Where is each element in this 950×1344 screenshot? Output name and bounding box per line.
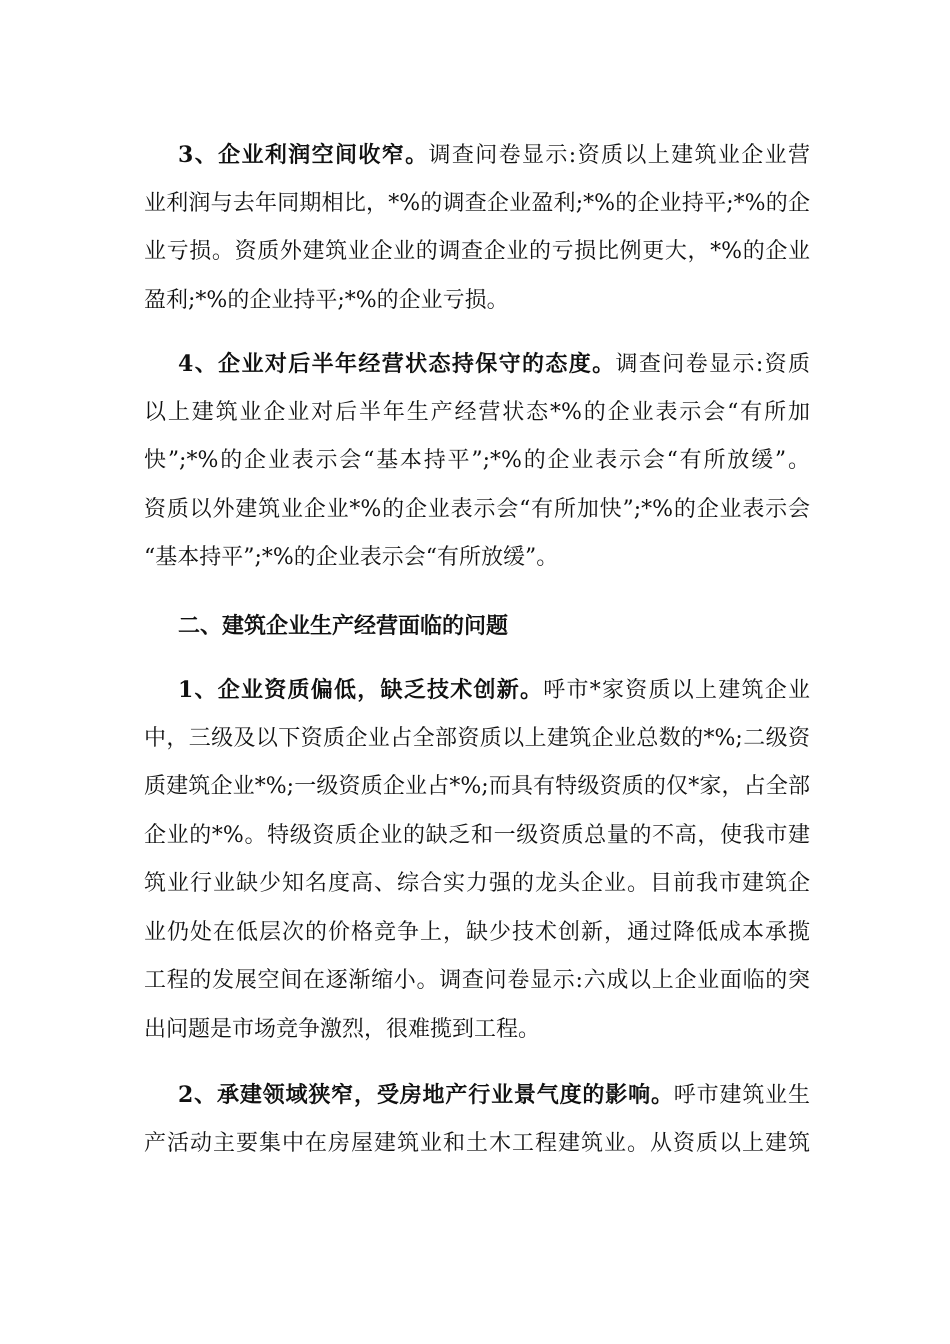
text: 呼市建筑业生: [673, 1083, 810, 1108]
line: 业利润与去年同期相比，*%的调查企业盈利;*%的企业持平;*%的企: [144, 190, 810, 216]
line: 盈利;*%的企业持平;*%的企业亏损。: [144, 287, 509, 313]
paragraph-domain: [144, 1071, 810, 1168]
line: 筑业行业缺少知名度高、综合实力强的龙头企业。目前我市建筑企: [144, 871, 810, 896]
line: 快”;*%的企业表示会“基本持平”;*%的企业表示会“有所放缓”。: [144, 448, 810, 473]
paragraph-heading: 2、承建领域狭窄，受房地产行业景气度的影响。: [178, 1082, 674, 1108]
line: [144, 131, 810, 180]
line: 企业的*%。特级资质企业的缺乏和一级资质总量的不高，使我市建: [144, 822, 810, 848]
line: [144, 666, 810, 715]
line: 业亏损。资质外建筑业企业的调查企业的亏损比例更大，*%的企业: [144, 239, 810, 264]
text: 呼市*家资质以上建筑企业: [543, 678, 810, 703]
line: 资质以外建筑业企业*%的企业表示会“有所加快”;*%的企业表示会: [144, 496, 810, 522]
line: 产活动主要集中在房屋建筑业和土木工程建筑业。从资质以上建筑: [144, 1130, 810, 1156]
section-title: 二、建筑企业生产经营面临的问题: [178, 613, 509, 639]
line: [144, 340, 810, 389]
line: 以上建筑业企业对后半年生产经营状态*%的企业表示会“有所加: [144, 399, 810, 425]
paragraph-profit: [144, 131, 810, 325]
line: 出问题是市场竞争激烈，很难揽到工程。: [144, 1016, 541, 1042]
line: “基本持平”;*%的企业表示会“有所放缓”。: [144, 545, 559, 570]
text: 调查问卷显示:资质以上建筑业企业营: [428, 143, 810, 168]
paragraph-heading: 1、企业资质偏低，缺乏技术创新。: [178, 677, 544, 703]
paragraph-outlook: [144, 340, 810, 583]
paragraph-qualification: [144, 666, 810, 1054]
line: 业仍处在低层次的价格竞争上，缺少技术创新，通过降低成本承揽: [144, 919, 810, 945]
section-heading: [144, 602, 810, 651]
paragraph-heading: 4、企业对后半年经营状态持保守的态度。: [178, 351, 616, 377]
line: [144, 1071, 810, 1120]
paragraph-heading: 3、企业利润空间收窄。: [178, 142, 429, 168]
line: 工程的发展空间在逐渐缩小。调查问卷显示:六成以上企业面临的突: [144, 968, 810, 993]
line: 中，三级及以下资质企业占全部资质以上建筑企业总数的*%;二级资: [144, 725, 810, 751]
text: 调查问卷显示:资质: [615, 352, 811, 377]
line: 质建筑企业*%;一级资质企业占*%;而具有特级资质的仅*家，占全部: [144, 774, 810, 799]
